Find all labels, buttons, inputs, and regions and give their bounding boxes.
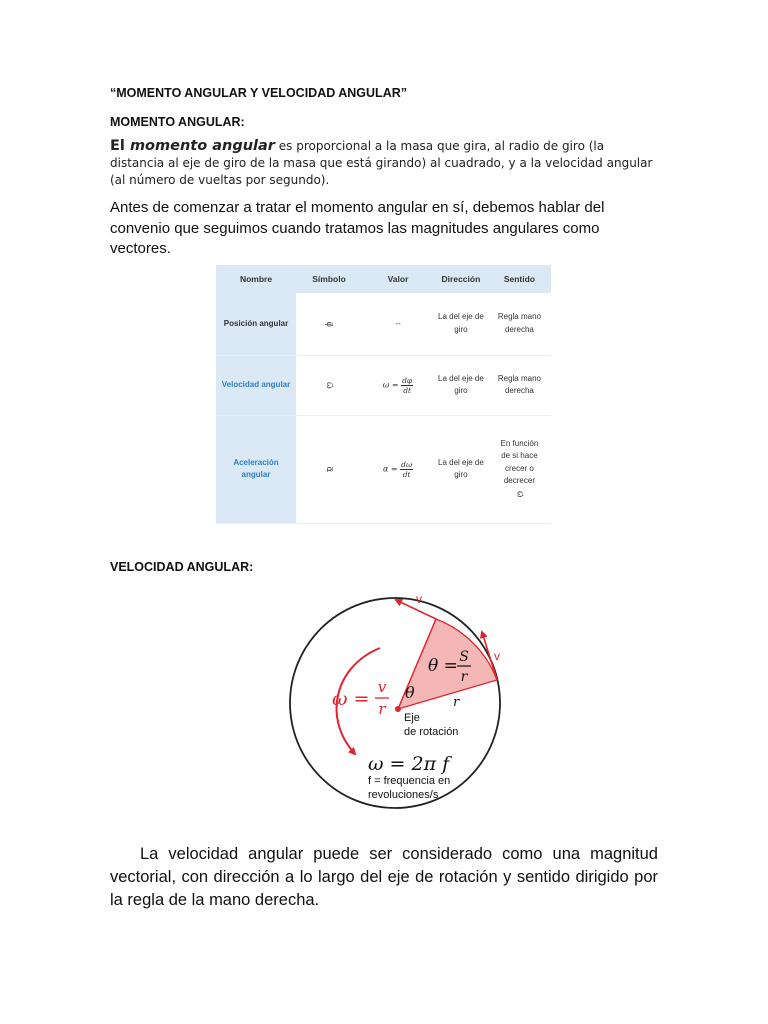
theta-equation-numerator: S: [459, 649, 469, 665]
table-header-cell: Símbolo: [296, 265, 362, 293]
table-header-cell: Nombre: [216, 265, 296, 293]
velocity-label-right: v: [494, 649, 500, 663]
definition-term: momento angular: [129, 138, 275, 154]
section-heading-momento-angular: MOMENTO ANGULAR:: [110, 115, 245, 129]
row-value: [362, 415, 434, 523]
definition-text: es proporcional a la masa que gira, al radio de giro (la distancia al eje de giro de la masa que está girando) al cuadrado, y a la velocidad angular (al número de vueltas por segundo).: [110, 139, 653, 187]
axis-label-line1: Eje: [404, 712, 420, 724]
closing-paragraph: [110, 843, 658, 912]
symbol-text: ω⃗: [324, 381, 335, 389]
theta-equation-denominator: r: [460, 669, 468, 685]
value-denominator: dt: [402, 469, 411, 479]
value-lhs: α =: [382, 464, 398, 473]
radius-label: r: [453, 695, 460, 710]
table-header-row: [216, 265, 551, 293]
theta-angle-label: θ: [405, 683, 415, 702]
row-value: [362, 355, 434, 415]
value-lhs: ω =: [382, 380, 399, 389]
value-numerator: dφ: [402, 375, 413, 385]
row-direction: La del eje de giro: [434, 293, 488, 355]
axis-label-line2: de rotación: [404, 726, 459, 738]
omega-frequency-formula: ω = 2π f: [368, 753, 450, 775]
section-heading-velocidad-angular: VELOCIDAD ANGULAR:: [110, 560, 254, 574]
table-row: [216, 355, 551, 415]
angular-magnitudes-table: [216, 265, 551, 524]
value-fraction: [401, 376, 413, 395]
sense-text: En función de si hace crecer o decrecer: [500, 438, 539, 486]
row-name: Velocidad angular: [216, 355, 296, 415]
symbol-text: φ⃗: [324, 320, 335, 327]
table-row: [216, 293, 551, 355]
definition-lead: El: [110, 138, 130, 154]
frequency-caption-line2: revoluciones/s: [368, 789, 439, 801]
symbol-text: α⃗: [324, 466, 335, 472]
table-header-cell: Valor: [362, 265, 434, 293]
definition-paragraph: [110, 138, 655, 189]
table-header-cell: Sentido: [488, 265, 551, 293]
row-value: --: [362, 293, 434, 355]
row-name: Aceleración angular: [216, 415, 296, 523]
sense-symbol: ω⃗: [515, 490, 525, 498]
row-sense: Regla mano derecha: [488, 293, 551, 355]
row-name: Posición angular: [216, 293, 296, 355]
velocity-label-top: v: [416, 592, 422, 606]
theta-equation-lhs: θ =: [428, 656, 458, 676]
intro-paragraph: Antes de comenzar a tratar el momento angular en sí, debemos hablar del convenio que seguimos cuando tratamos las magnitudes angulares como vectores.: [110, 199, 605, 257]
omega-equation-numerator: v: [377, 678, 387, 696]
row-direction: La del eje de giro: [434, 355, 488, 415]
row-symbol: [296, 415, 362, 523]
row-symbol: [296, 293, 362, 355]
table-header-cell: Dirección: [434, 265, 488, 293]
row-sense: Regla mano derecha: [488, 355, 551, 415]
row-sense: [488, 415, 551, 523]
value-numerator: dω: [401, 459, 413, 469]
rotation-axis-point: [395, 706, 401, 712]
row-direction: La del eje de giro: [434, 415, 488, 523]
table-row: [216, 415, 551, 523]
angular-velocity-diagram: [280, 588, 510, 813]
document-title: “MOMENTO ANGULAR Y VELOCIDAD ANGULAR”: [110, 86, 407, 100]
omega-equation-lhs: ω =: [332, 688, 370, 710]
closing-paragraph-text: La velocidad angular puede ser considerado como una magnitud vectorial, con dirección a lo largo del eje de rotación y sentido dirigido por la regla de la mano derecha.: [110, 845, 658, 909]
row-symbol: [296, 355, 362, 415]
frequency-caption-line1: f = frequencia en: [368, 775, 451, 787]
value-denominator: dt: [403, 385, 412, 395]
omega-equation-denominator: r: [378, 700, 386, 718]
value-fraction: [400, 460, 413, 479]
